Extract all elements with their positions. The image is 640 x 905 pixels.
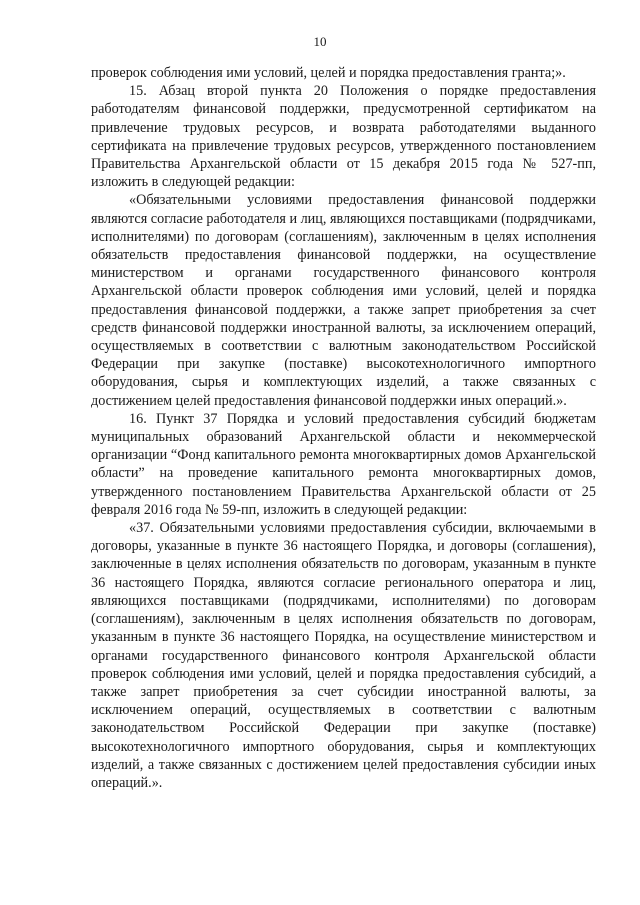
paragraph-item-16: 16. Пункт 37 Порядка и условий предоставления субсидий бюджетам муниципальных образований Архангельской области и некоммерческой организации “Фонд капитального ремонта многоквартирных домов Архангельской области” на проведение капитального ремонта многоквартирных домов, утвержденного постановлением Правительства Архангельской области от 25 февраля 2016 года № 59-пп, изложить в следующей редакции: — [91, 410, 596, 518]
paragraph-continuation: проверок соблюдения ими условий, целей и порядка предоставления гранта;». — [91, 65, 566, 81]
paragraph-item-15-quote: «Обязательными условиями предоставления финансовой поддержки являются согласие работодателя и лиц, являющихся поставщиками (подрядчиками, исполнителями) по договорам (соглашениям), заключенным в целях исполнения обязательств предоставления финансовой поддержки, на осуществление министерством и органами государственного финансового контроля Архангельской области проверок соблюдения ими условий, целей и порядка предоставления финансовой поддержки, а также запрет приобретения за счет средств финансовой поддержки иностранной валюты, за исключением операций, осуществляемых в соответствии с валютным законодательством Российской Федерации при закупке (поставке) высокотехнологичного импортного оборудования, сырья и комплектующих изделий, а также связанных с достижением целей предоставления финансовой поддержки иных операций.». — [91, 192, 596, 409]
page-number: 10 — [313, 34, 327, 49]
paragraph-item-16-quote: «37. Обязательными условиями предоставления субсидии, включаемыми в договоры, указанные в пункте 36 настоящего Порядка, и договоры (соглашения), заключенные в целях исполнения обязательств по договорам, указанным в пункте 36 настоящего Порядка, являются согласие регионального оператора и лиц, являющихся поставщиками (подрядчиками, исполнителями) по договорам (соглашениям), заключенным в целях исполнения обязательств по договорам, указанным в пункте 36 настоящего Порядка, на осуществление министерством и органами государственного финансового контроля Архангельской области проверок соблюдения ими условий, целей и порядка предоставления субсидий, а также запрет приобретения за счет субсидии иностранной валюты, за исключением операций, осуществляемых в соответствии с валютным законодательством Российской Федерации при закупке (поставке) высокотехнологичного импортного оборудования, сырья и комплектующих изделий, а также связанных с достижением целей предоставления субсидии иных операций.». — [91, 520, 596, 791]
document-body — [91, 64, 596, 792]
paragraph-item-15: 15. Абзац второй пункта 20 Положения о порядке предоставления работодателям финансовой поддержки, предусмотренной сертификатом на привлечение трудовых ресурсов, и возврата работодателями выданного сертификата на привлечение трудовых ресурсов, утвержденного постановлением Правительства Архангельской области от 15 декабря 2015 года № 527-пп, изложить в следующей редакции: — [91, 83, 596, 191]
